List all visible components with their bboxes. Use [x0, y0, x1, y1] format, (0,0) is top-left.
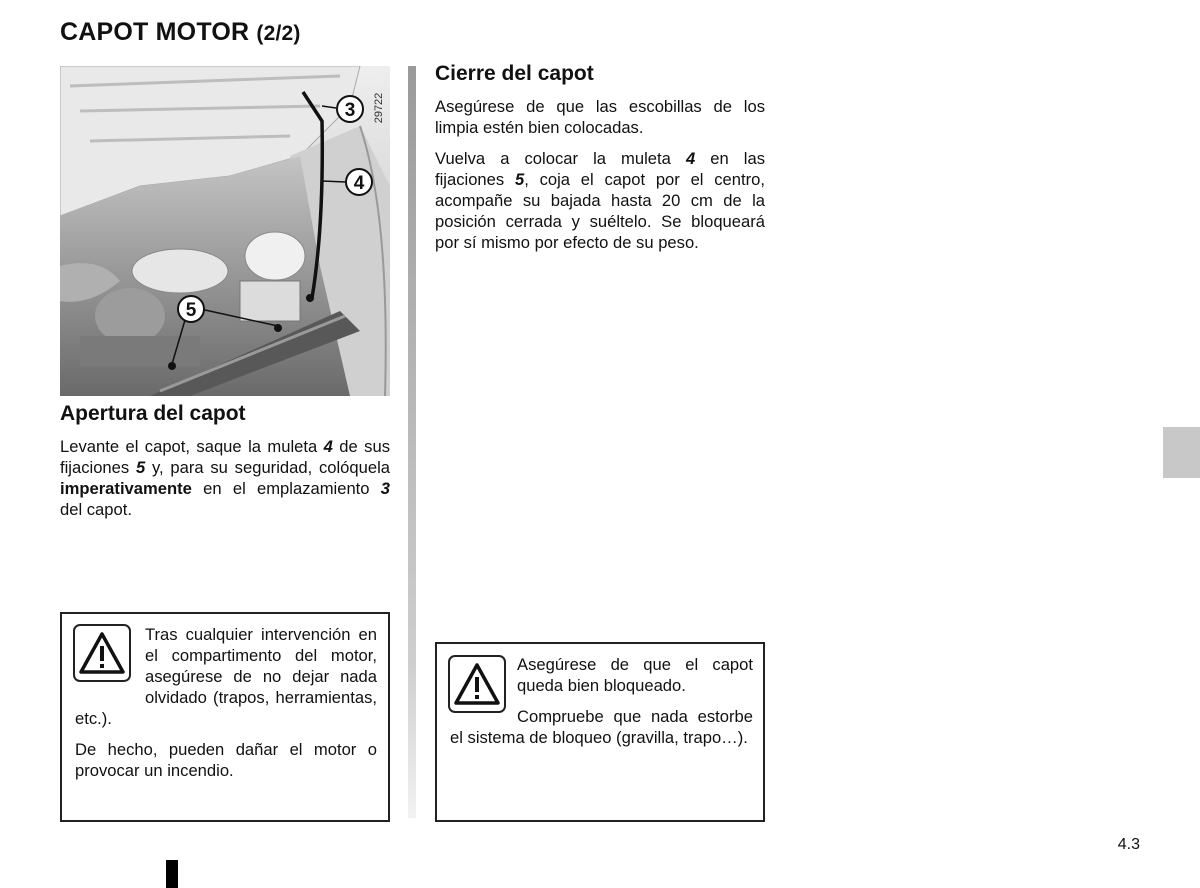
callout-3: [337, 96, 363, 122]
left-para-n3: 3: [380, 479, 390, 498]
registration-mark: [166, 860, 178, 888]
figure-ref-code: 29722: [373, 92, 385, 124]
right-p2-n1: 4: [685, 149, 696, 168]
left-warning-p1: Tras cualquier intervención en el compartimento del motor, asegúrese de no dejar nada olvidado (trapos, herramientas, etc.).: [75, 625, 377, 728]
left-warning-p2: De hecho, pueden dañar el motor o provocar un incendio.: [75, 740, 377, 780]
left-para-t3: y, para su seguridad, colóquela: [145, 458, 390, 477]
right-p2-t3: , coja el capot por el centro, acompañe su bajada hasta 20 cm de la posición cerrada y suéltelo. Se bloqueará por sí mismo por efecto de su peso.: [435, 170, 765, 252]
title-part: (2/2): [256, 22, 301, 45]
right-p2-t2: en las fijaciones: [435, 149, 765, 189]
right-p2-t1: Vuelva a colocar la muleta: [435, 149, 686, 168]
right-p2-n2: 5: [514, 170, 525, 189]
left-para-t5: del capot.: [60, 500, 132, 519]
engine-bay-illustration: [60, 66, 390, 396]
section-thumb-tab: [1163, 427, 1200, 478]
svg-text:4: 4: [353, 173, 365, 194]
right-warning-p2: Compruebe que nada estorbe el sistema de bloqueo (gravilla, trapo…).: [450, 707, 753, 747]
right-warning-p2-wrap: [450, 706, 753, 748]
page-title: [60, 18, 301, 47]
right-heading: Cierre del capot: [435, 62, 594, 85]
page-number: 4.3: [1117, 836, 1140, 853]
engine-bay-drawing: [60, 66, 390, 396]
left-para-bold: imperativamente: [60, 479, 192, 498]
right-warning-box: [435, 642, 765, 822]
right-paragraph-1: Asegúrese de que las escobillas de los limpia estén bien colocadas.: [435, 97, 765, 137]
left-warning-p1-wrap: [75, 624, 377, 729]
callout-5: [178, 296, 204, 322]
right-warning-p1: Asegúrese de que el capot queda bien bloqueado.: [517, 655, 753, 695]
left-para-t1: Levante el capot, saque la muleta: [60, 437, 324, 456]
left-para-t4: en el emplazamiento: [191, 479, 381, 498]
title-main: CAPOT MOTOR: [60, 18, 250, 46]
left-para-t2: de sus fijaciones: [60, 437, 390, 477]
left-para-n1: 4: [323, 437, 333, 456]
warning-triangle-icon: [448, 655, 506, 713]
left-paragraph: [60, 436, 390, 520]
callout-4: [346, 169, 372, 195]
left-heading: Apertura del capot: [60, 402, 246, 425]
left-warning-box: [60, 612, 390, 822]
svg-text:3: 3: [344, 100, 356, 121]
column-divider: [408, 66, 416, 818]
svg-text:5: 5: [185, 300, 197, 321]
left-para-n2: 5: [135, 458, 146, 477]
right-paragraph-2: [435, 148, 765, 253]
